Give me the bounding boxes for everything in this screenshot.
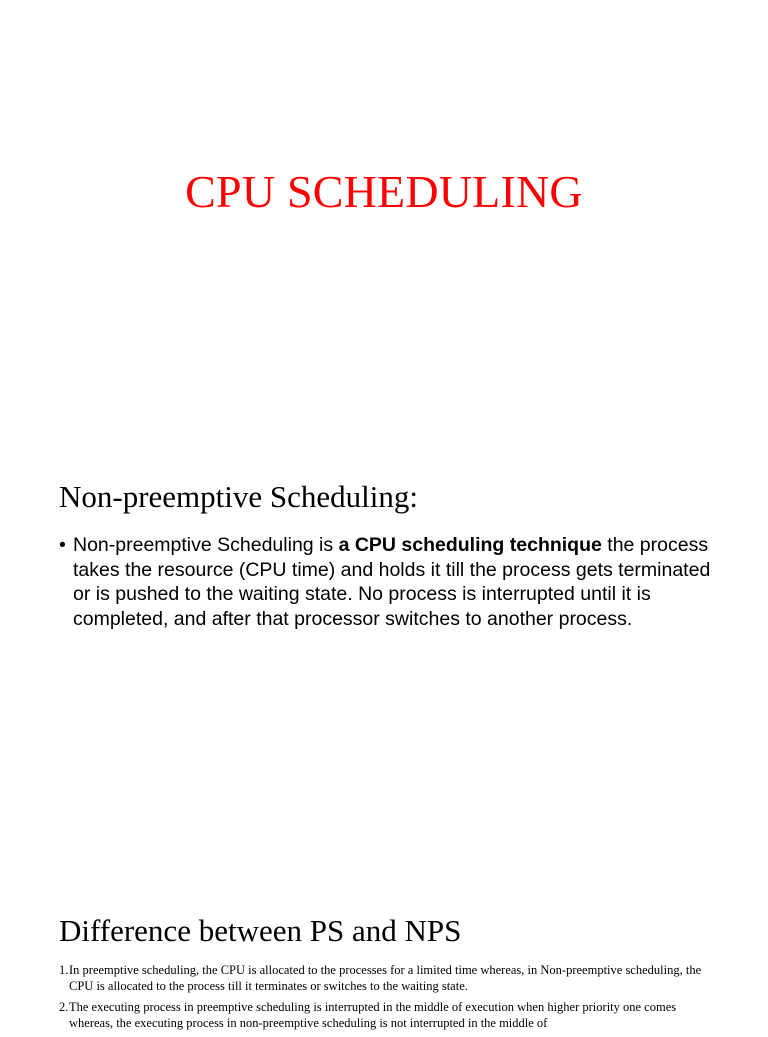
nps-bullet [59, 533, 719, 631]
list-item-number: 1. [59, 963, 69, 977]
bullet-text-pre: Non-preemptive Scheduling is [73, 534, 339, 556]
nps-heading: Non-preemptive Scheduling: [59, 479, 418, 514]
list-item-text: The executing process in preemptive scheduling is interrupted in the middle of execution when higher priority one comes whereas, the executing process in non-preemptive scheduling is not interrupted in the middle of [69, 1000, 677, 1030]
difference-list [59, 963, 719, 1037]
list-item-number: 2. [59, 1000, 69, 1014]
slide-title: CPU SCHEDULING [185, 166, 583, 217]
bullet-text-post: the process takes the resource (CPU time) and holds it till the process gets terminated or is pushed to the waiting state. No process is interrupted until it is completed, and after that processor switches to another process. [73, 534, 711, 630]
nps-bullet-text [59, 533, 719, 631]
nps-slide [0, 288, 768, 864]
list-item [59, 963, 719, 994]
difference-heading: Difference between PS and NPS [59, 913, 462, 948]
list-item [59, 1000, 719, 1031]
bullet-text-bold: a CPU scheduling technique [338, 534, 602, 556]
difference-slide [0, 864, 768, 1030]
list-item-text: In preemptive scheduling, the CPU is allocated to the processes for a limited time whereas, in Non-preemptive scheduling, the CPU is allocated to the process till it terminates or switches to the waiting state. [69, 963, 702, 993]
bullet-marker: • [59, 534, 66, 556]
title-slide [0, 0, 768, 288]
